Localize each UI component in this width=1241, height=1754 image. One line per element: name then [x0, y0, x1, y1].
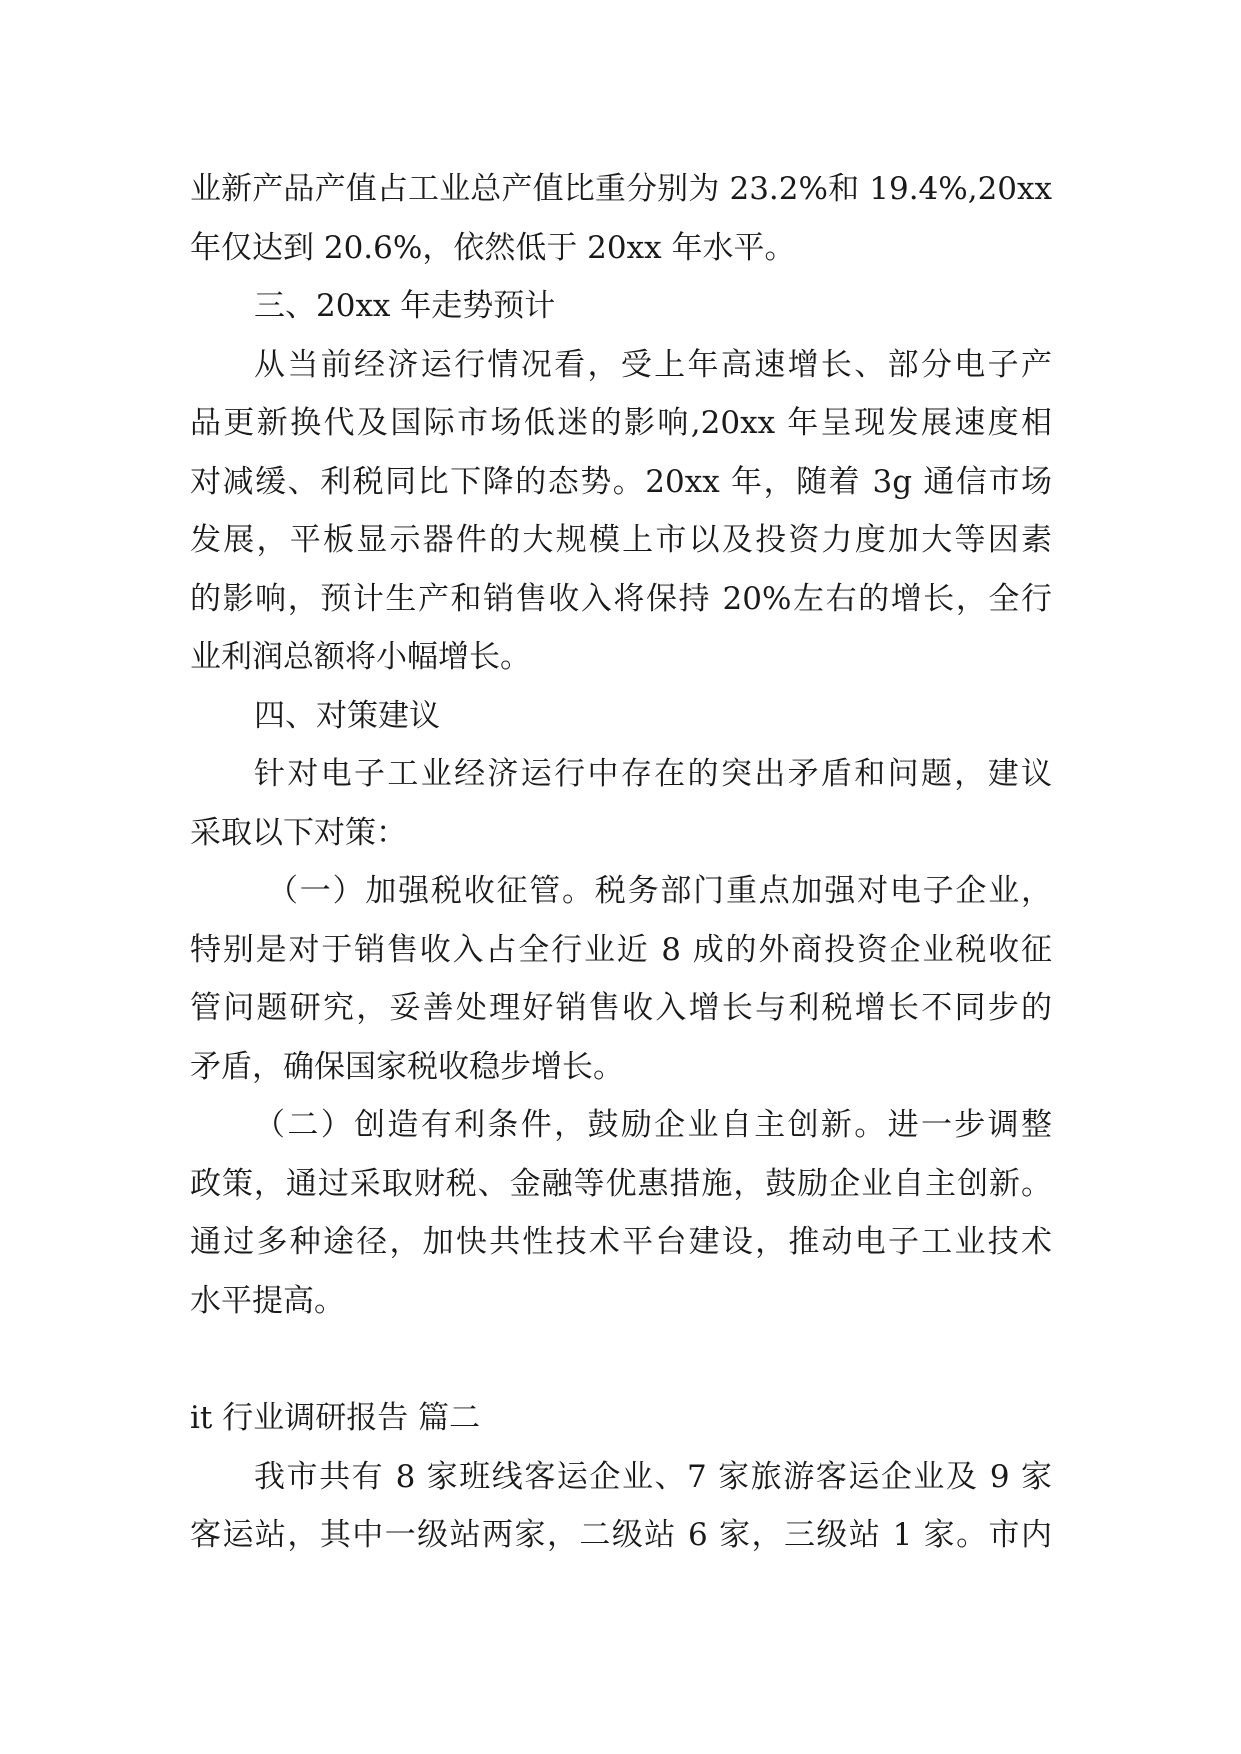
paragraph-line: （二）创造有利条件，鼓励企业自主创新。进一步调整 [254, 1107, 1052, 1143]
paragraph-line: 通过多种途径，加快共性技术平台建设，推动电子工业技术 [190, 1224, 1052, 1260]
paragraph-line: 的影响，预计生产和销售收入将保持 20%左右的增长，全行 [190, 580, 1052, 617]
section-gap [190, 1330, 1052, 1389]
paragraph-line: 我市共有 8 家班线客运企业、7 家旅游客运企业及 9 家 [254, 1458, 1052, 1495]
paragraph-line: 业新产品产值占工业总产值比重分别为 23.2%和 19.4%,20xx [190, 171, 1052, 207]
document-page [190, 160, 1052, 1565]
paragraph-line: 针对电子工业经济运行中存在的突出矛盾和问题，建议 [254, 756, 1052, 792]
paragraph-line: 客运站，其中一级站两家，二级站 6 家，三级站 1 家。市内 [190, 1517, 1052, 1553]
paragraph-line: 品更新换代及国际市场低迷的影响,20xx 年呈现发展速度相 [190, 405, 1052, 441]
paragraph-line: 对减缓、利税同比下降的态势。20xx 年，随着 3g 通信市场 [190, 463, 1052, 500]
section-title: it 行业调研报告 篇二 [190, 1400, 481, 1436]
paragraph-line: 从当前经济运行情况看，受上年高速增长、部分电子产 [254, 346, 1052, 383]
paragraph-line: 政策，通过采取财税、金融等优惠措施，鼓励企业自主创新。 [190, 1165, 1052, 1202]
paragraph-line: 业利润总额将小幅增长。 [190, 639, 531, 675]
paragraph-line: 水平提高。 [190, 1282, 345, 1319]
paragraph-line: 矛盾，确保国家税收稳步增长。 [190, 1048, 624, 1085]
paragraph-line: 管问题研究，妥善处理好销售收入增长与利税增长不同步的 [190, 990, 1052, 1026]
paragraph-line: 特别是对于销售收入占全行业近 8 成的外商投资企业税收征 [190, 931, 1052, 968]
section-heading: 三、20xx 年走势预计 [254, 288, 556, 324]
section-heading: 四、对策建议 [254, 697, 440, 734]
paragraph-line: （一）加强税收征管。税务部门重点加强对电子企业， [267, 873, 1052, 909]
paragraph-line: 发展，平板显示器件的大规模上市以及投资力度加大等因素 [190, 522, 1052, 558]
paragraph-line: 年仅达到 20.6%，依然低于 20xx 年水平。 [190, 229, 796, 266]
paragraph-line: 采取以下对策： [190, 814, 407, 851]
